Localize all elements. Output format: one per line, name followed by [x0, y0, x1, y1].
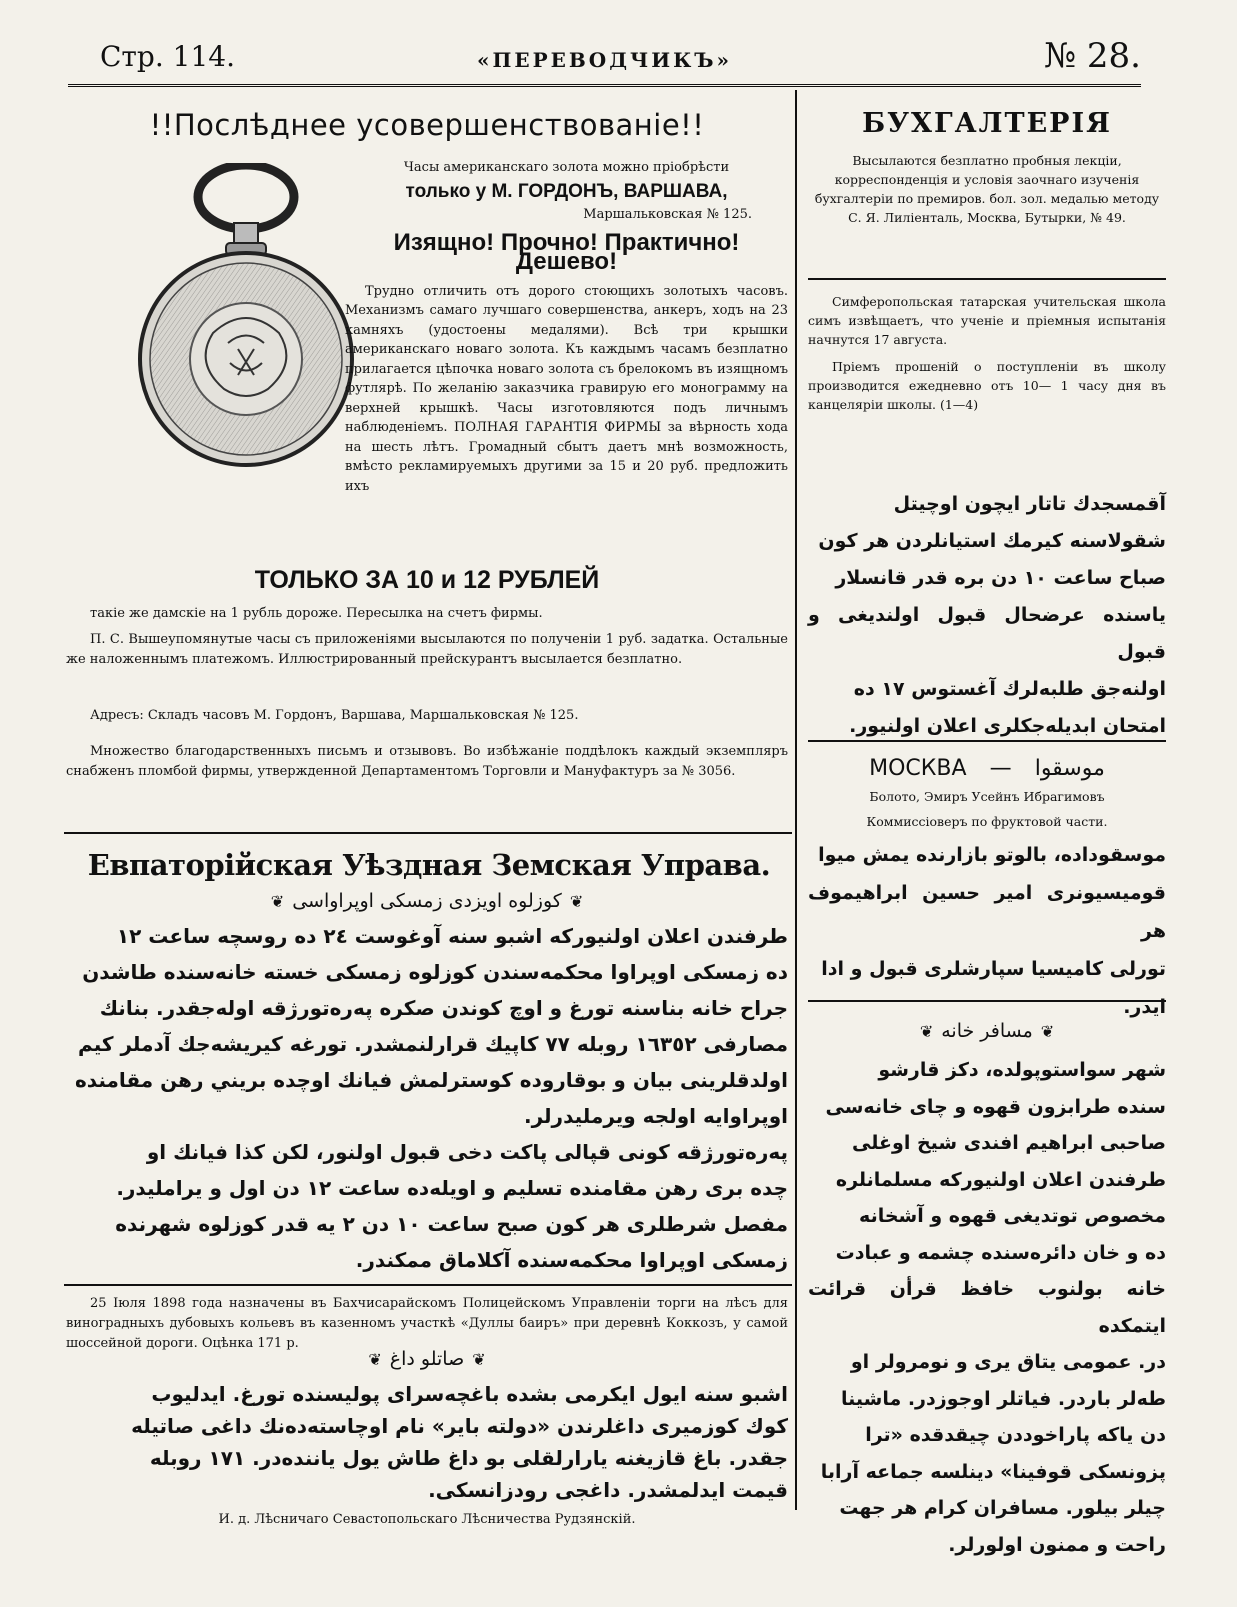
moskva-line2: Коммиссіоверъ по фруктовой части. [866, 814, 1108, 829]
zemstvo-title: Евпаторійская Уѣздная Земская Управа. [87, 848, 771, 882]
ot-line: اوپراوايه اولجه ويرمليدرلر. [524, 1104, 788, 1128]
page-header [68, 36, 1141, 80]
section-rule [64, 1284, 792, 1286]
ornament-icon: ❦ [472, 1350, 486, 1369]
ot-line: په‌ره‌تورژقه كونى قپالى پاكت دخى قبول اولنور، لكن كذا فيانك او [146, 1140, 788, 1164]
watch-ad-price: ТОЛЬКО ЗА 10 и 12 РУБЛЕЙ [254, 566, 600, 594]
ot-line: قوميسيونرى امير حسين ابراهيموف هر [808, 882, 1166, 942]
moskva-ot-text [808, 836, 1166, 1026]
moskva-title: МОСКВА [869, 756, 967, 781]
ornament-icon: ❦ [919, 1022, 934, 1041]
ot-line: زمسكى اوپراوا محكمه‌سنده آكلاماق ممكندر. [355, 1248, 788, 1272]
ot-line: طرفندن اعلان اولنيوركه مسلمانلره [835, 1168, 1166, 1191]
watch-ad-thanks: Множество благодарственныхъ письмъ и отзывовъ. Во избѣжаніе поддѣлокъ каждый экземпляръ снабженъ пломбой фирмы, утвержденной Департаментомъ Торговли и Мануфактуръ за № 3056. [66, 744, 788, 779]
forest-ot-title [66, 1348, 788, 1370]
musafir-ot-title-text: مسافر خانه [941, 1020, 1033, 1042]
ot-line: دن ياكه پاراخوددن چيقدقده «ترا [865, 1424, 1166, 1446]
ot-line: قيمت ايدلمشدر. داغجى رودزانسكى. [428, 1478, 788, 1502]
forest-ot-text [66, 1378, 788, 1506]
ot-line: طرفندن اعلان اولنيوركه اشبو سنه آوغوست ٢٤ ده روسچه ساعت ١٢ [116, 924, 788, 948]
ot-line: جقدر. باغ قازيغنه يارارلقلى بو داغ طاش يول يانندەدر. ١٧١ روبله [149, 1446, 788, 1470]
ot-line: صاحبى ابراهيم افندى شيخ اوغلى [852, 1132, 1166, 1154]
forest-ru-text: 25 Іюля 1898 года назначены въ Бахчисарайскомъ Полицейскомъ Управленіи торги на лѣсъ для виноградныхъ дубовыхъ кольевъ въ казенномъ участкѣ «Дуллы баиръ» при деревнѣ Коккозъ, у самой шоссейной дороги. Оцѣнка 171 р. [66, 1296, 788, 1351]
ot-line: ده زمسكى اوپراوا محكمه‌سندن كوزلوه زمسكى خسته خانه‌سنده طاشدن [82, 960, 788, 984]
watch-ad-text [345, 158, 788, 496]
school-ot-text [808, 486, 1166, 745]
watch-ad-street: Маршальковская № 125. [583, 207, 752, 222]
watch-ad-headline: !!Послѣднее усовершенствованіе!! [149, 108, 705, 142]
newspaper-title: «ПЕРЕВОДЧИКЪ» [476, 48, 732, 72]
ot-line: چده برى رهن مقامنده تسليم و اويله‌ده ساعت ١٢ دن اول و يراملیدر. [116, 1176, 788, 1200]
ot-line: اولدقلرينى بيان و بوقاروده كوسترلمش فيانك اوچده بريني رهن مقامنده [74, 1068, 788, 1092]
moskva-ad [808, 756, 1166, 831]
watch-ad-seller: только у М. ГОРДОНЪ, ВАРШАВА, [405, 180, 728, 202]
section-rule [808, 278, 1166, 280]
moskva-ot-word: موسقوا [1034, 756, 1105, 781]
ot-line: ده و خان دائره‌سنده چشمه و عبادت [835, 1241, 1166, 1264]
ot-line: چيلر بيلور. مسافران كرام هر جهت [839, 1497, 1166, 1519]
ot-line: خانه بولنوب خافظ قرأن قرائت ايتمكده [808, 1278, 1166, 1337]
forest-signature: И. д. Лѣсничаго Севастопольскаго Лѣсничества Рудзянскій. [218, 1512, 636, 1527]
ot-line: سنده طرابزون قهوه و چاى خانه‌سى [825, 1095, 1166, 1118]
musafir-ot-text [808, 1052, 1166, 1563]
ornament-icon: ❦ [569, 892, 584, 911]
header-rule [68, 84, 1141, 87]
moskva-line1: Болото, Эмиръ Усейнъ Ибрагимовъ [869, 789, 1105, 804]
issue-number: № 28. [1043, 36, 1141, 76]
watch-ad-body: Трудно отличить отъ дорого стоющихъ золотыхъ часовъ. Механизмъ самаго лучшаго совершенства, анкеръ, ходъ на 23 камняхъ (удостоены медалями). Всѣ три крышки американскаго новаго золота. Къ каждымъ часамъ безплатно прилагается цѣпочка новаго золота съ брелокомъ въ изящномъ футлярѣ. По желанію заказчика гравирую его монограмму на верхней крышкѣ. Часы изготовляются подъ личнымъ наблюденіемъ. ПОЛНАЯ ГАРАНТІЯ ФИРМЫ за вѣрность хода на шесть лѣтъ. Громадный сбытъ даетъ мнѣ возможность, вмѣсто рекламируемыхъ другими за 15 и 20 руб. предложить ихъ [345, 283, 788, 494]
school-p2: Пріемъ прошеній о поступленіи въ школу производится ежедневно отъ 10— 1 часу дня въ канцеляріи школы. (1—4) [808, 359, 1166, 412]
pocket-watch-icon [138, 163, 354, 473]
bookkeeping-body: Высылаются безплатно пробныя лекціи, корреспонденція и условія заочнаго изученія бухгалтеріи по премиров. бол. зол. медалью методу С. Я. Лилiенталь, Москва, Бутырки, № 49. [814, 153, 1160, 225]
zemstvo-ot-title [66, 890, 788, 912]
ornament-icon: ❦ [368, 1350, 382, 1369]
bookkeeping-title: БУХГАЛТЕРІЯ [862, 108, 1112, 139]
ot-line: پزونسكى قوفينا» دينلسه جماعه آرابا [820, 1460, 1166, 1483]
ot-line: مفصل شرطلرى هر كون صبح ساعت ١٠ دن ٢ يه قدر كوزلوه شهرنده [115, 1212, 788, 1236]
page-number: Стр. 114. [100, 40, 235, 73]
watch-ad-address: Адресъ: Складъ часовъ М. Гордонъ, Варшава, Маршальковская № 125. [90, 708, 579, 723]
school-notice [808, 292, 1166, 414]
ot-line: ايدر. [1123, 996, 1166, 1018]
watch-ad-ps: П. С. Вышеупомянутые часы съ приложеніями высылаются по полученіи 1 руб. задатка. Остальные же наложеннымъ платежомъ. Иллюстрированный прейскурантъ высылается безплатно. [66, 632, 788, 667]
ot-line: شقولاسنه كيرمك استيانلردن هر كون [818, 530, 1166, 552]
ot-line: صباح ساعت ١٠ دن بره قدر قانسلار [835, 567, 1166, 589]
forest-ot-title-text: صاتلو داغ [389, 1348, 465, 1370]
watch-ad-ladies [66, 604, 788, 624]
bookkeeping-ad [808, 108, 1166, 227]
section-rule [64, 832, 792, 834]
ot-line: در. عمومى يتاق يرى و نومرولر او [850, 1351, 1166, 1373]
zemstvo-ot-text [66, 918, 788, 1278]
ot-line: تورلى كاميسيا سپارشلرى قبول و ادا [821, 958, 1166, 980]
ot-line: آقمسجدك تاتار ايچون اوچيتل [893, 493, 1166, 515]
watch-ad-slogan: Изящно! Прочно! Практично! Дешево! [393, 228, 740, 275]
zemstvo-ot-title-text: كوزلوه اويزدى زمسكى اوپراواسى [292, 890, 562, 912]
ot-line: ياسنده عرضحال قبول اولنديغى و قبول [808, 604, 1166, 663]
ornament-icon: ❦ [270, 892, 285, 911]
ot-line: اولنه‌جق طلبه‌لرك آغستوس ١٧ ده [853, 678, 1166, 700]
section-rule [808, 1000, 1166, 1002]
section-rule [808, 740, 1166, 742]
watch-ad-line1: Часы американскаго золота можно пріобрѣсти [403, 160, 730, 175]
ot-line: امتحان ابديله‌جكلرى اعلان اولنيور. [849, 715, 1166, 737]
ot-line: موسقوداده، بالوتو بازارنده يمش ميوا [818, 844, 1166, 866]
ot-line: مصارفى ١٦٣٥٢ روبله ٧٧ كاپيك قرارلنمشدر. تورغه كيريشه‌جك آدملر كيم [78, 1032, 788, 1056]
ot-line: شهر سواستوپولده، دكز قارشو [878, 1059, 1166, 1081]
column-divider [795, 90, 797, 1510]
musafir-ot-title [808, 1020, 1166, 1042]
ot-line: مخصوص توتديغى قهوه و آشخانه [859, 1205, 1166, 1227]
ot-line: جراح خانه بناسنه تورغ و اوچ كوندن صكره په‌ره‌تورژقه اوله‌جقدر. بنانك [99, 996, 788, 1020]
ot-line: طه‌لر باردر. فياتلر اوجوزدر. ماشينا [841, 1387, 1166, 1410]
moskva-dash: — [989, 756, 1012, 781]
ot-line: اشبو سنه ايول ايكرمى بشده باغچه‌سراى پوليسنده تورغ. ايدليوب [151, 1382, 788, 1406]
ladies-line: такіе же дамскіе на 1 рубль дороже. Пересылка на счетъ фирмы. [90, 606, 543, 621]
pocket-watch-illustration [138, 163, 354, 473]
school-p1: Симферопольская татарская учительская школа симъ извѣщаетъ, что ученіе и пріемныя испытанія начнутся 17 августа. [808, 294, 1166, 347]
ot-line: راحت و ممنون اولورلر. [948, 1533, 1166, 1556]
ot-line: كوك كوزميرى داغلرندن «دولته باير» نام اوچاسته‌ده‌نك داغى صاتيله [131, 1414, 788, 1438]
ornament-icon: ❦ [1040, 1022, 1055, 1041]
